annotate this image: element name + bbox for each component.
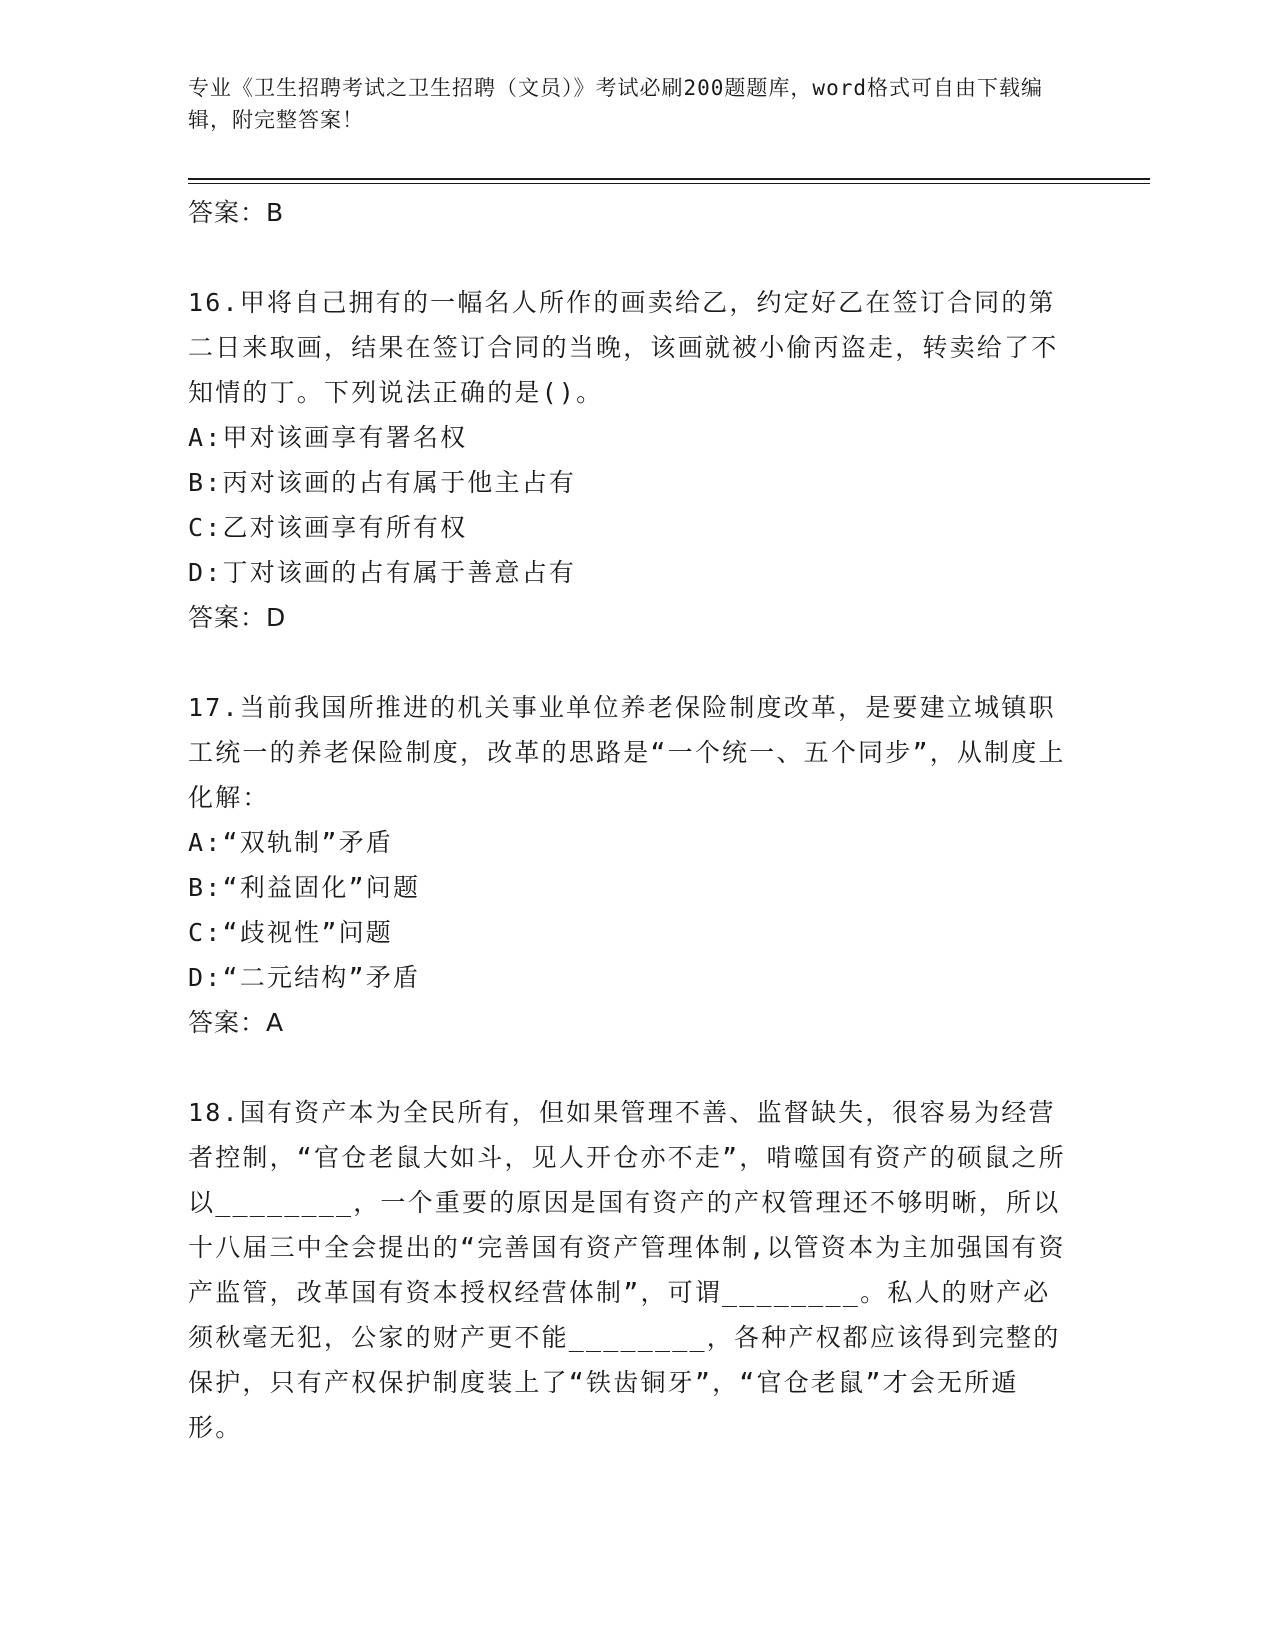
- header-rule-thick: [188, 178, 1150, 180]
- option-b: B:丙对该画的占有属于他主占有: [188, 468, 577, 497]
- option-b: B:“利益固化”问题: [188, 873, 421, 902]
- question-18: [188, 1090, 1088, 1450]
- option-a: A:“双轨制”矛盾: [188, 828, 394, 857]
- document-header: 专业《卫生招聘考试之卫生招聘（文员）》考试必刷200题题库，word格式可自由下载编辑，附完整答案！: [188, 76, 1043, 132]
- answer-line: 答案：A: [188, 1008, 285, 1037]
- option-a: A:甲对该画享有署名权: [188, 423, 468, 452]
- option-c: C:“歧视性”问题: [188, 918, 394, 947]
- option-d: D:“二元结构”矛盾: [188, 963, 421, 992]
- question-stem: 16.甲将自己拥有的一幅名人所作的画卖给乙，约定好乙在签订合同的第二日来取画，结果在签订合同的当晚，该画就被小偷丙盗走，转卖给了不知情的丁。下列说法正确的是()。: [188, 288, 1059, 407]
- question-17: [188, 685, 1088, 1045]
- option-d: D:丁对该画的占有属于善意占有: [188, 558, 577, 587]
- answer-line: 答案：B: [188, 198, 285, 227]
- question-16: [188, 280, 1088, 640]
- header-rule-thin: [188, 183, 1150, 184]
- question-stem: 17.当前我国所推进的机关事业单位养老保险制度改革，是要建立城镇职工统一的养老保险制度，改革的思路是“一个统一、五个同步”，从制度上化解：: [188, 693, 1066, 812]
- document-content: [188, 188, 1088, 1450]
- option-c: C:乙对该画享有所有权: [188, 513, 468, 542]
- answer-line: 答案：D: [188, 603, 287, 632]
- question-stem: 18.国有资产本为全民所有，但如果管理不善、监督缺失，很容易为经营者控制，“官仓老鼠大如斗，见人开仓亦不走”，啃噬国有资产的硕鼠之所以________，一个重要的原因是国有资产的产权管理还不够明晰，所以十八届三中全会提出的“完善国有资产管理体制,以管资本为主加强国有资产监管，改革国有资本授权经营体制”，可谓________。私人的财产必须秋毫无犯，公家的财产更不能________，各种产权都应该得到完整的保护，只有产权保护制度装上了“铁齿铜牙”，“官仓老鼠”才会无所遁形。: [188, 1098, 1066, 1442]
